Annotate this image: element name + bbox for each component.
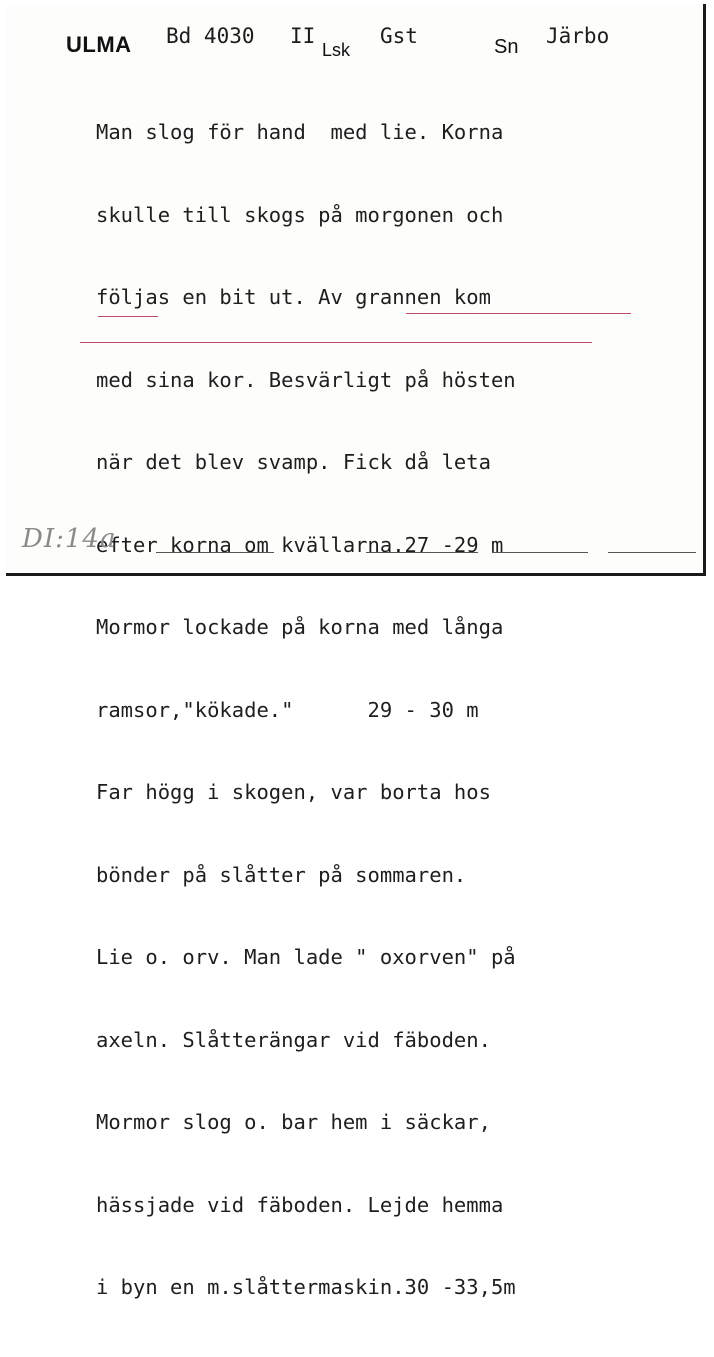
body-line: axeln. Slåtterängar vid fäboden. [96, 1027, 491, 1052]
body-line: Mormor slog o. bar hem i säckar, [96, 1110, 491, 1134]
footer-rule [156, 552, 274, 553]
footer-rule [608, 552, 696, 553]
body-line: Lie o. orv. Man lade " oxorven" på [96, 945, 516, 969]
card-body-text [96, 64, 686, 1357]
body-line: följas en bit ut. Av grannen kom [96, 285, 491, 309]
red-underline-mark [80, 342, 592, 343]
body-line: med sina kor. Besvärligt på hösten [96, 367, 516, 392]
socken-value: Järbo [546, 24, 610, 48]
body-line: efter korna om kvällarna.27 -29 m [96, 532, 504, 557]
archive-card [6, 4, 706, 1299]
red-underline-mark [406, 313, 631, 314]
body-line: ramsor,"kökade." 29 - 30 m [96, 697, 479, 722]
body-line: bönder på slåtter på sommaren. [96, 862, 467, 887]
footer-rule [492, 552, 588, 553]
footer-rule [366, 552, 478, 553]
body-line: hässjade vid fäboden. Lejde hemma [96, 1192, 504, 1217]
roman-numeral: II [290, 24, 316, 48]
body-line: i byn en m.slåttermaskin.30 -33,5m [96, 1275, 516, 1299]
body-line: Mormor lockade på korna med långa [96, 615, 504, 639]
landskap-value: Gst [380, 24, 418, 48]
archive-name: ULMA [66, 32, 132, 57]
socken-label: Sn [494, 36, 519, 58]
red-underline-mark [98, 316, 158, 317]
card-signature: DI:14a [22, 524, 117, 554]
body-line: Far högg i skogen, var borta hos [96, 780, 491, 804]
reference-number: Bd 4030 [166, 24, 255, 48]
body-line: skulle till skogs på morgonen och [96, 202, 504, 227]
landskap-label: Lsk [322, 40, 351, 60]
body-line: Man slog för hand med lie. Korna [96, 120, 504, 144]
body-line: när det blev svamp. Fick då leta [96, 450, 491, 474]
